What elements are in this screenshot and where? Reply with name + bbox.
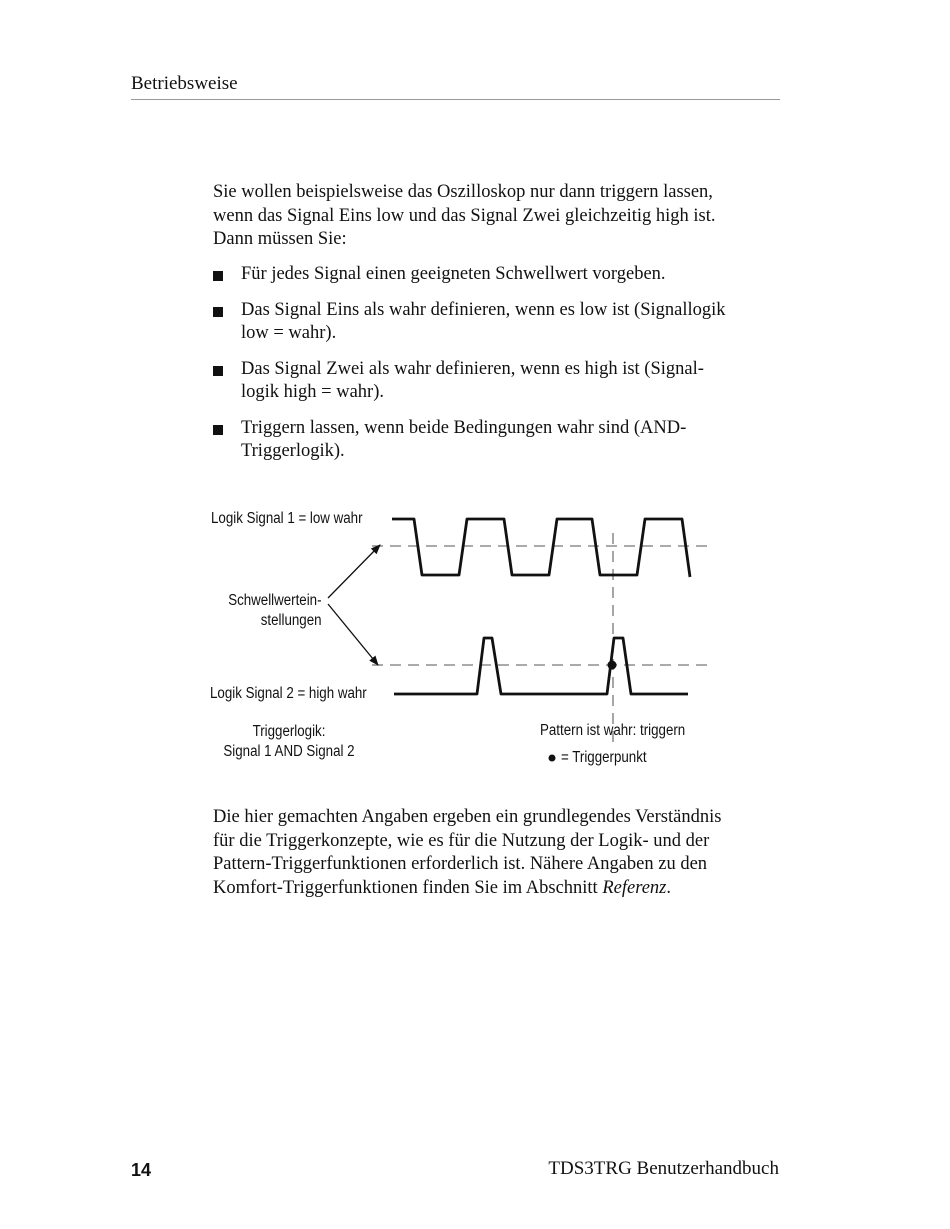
trigger-point-legend: = Triggerpunkt xyxy=(561,749,647,766)
square-bullet-icon xyxy=(213,425,223,435)
list-item-line: Triggern lassen, wenn beide Bedingungen wahr sind (AND- xyxy=(241,417,687,438)
signal-1-label: Logik Signal 1 = low wahr xyxy=(211,510,363,527)
arrow-to-threshold-1 xyxy=(328,545,380,598)
pattern-true-label: Pattern ist wahr: triggern xyxy=(540,722,686,739)
square-bullet-icon xyxy=(213,366,223,376)
list-item xyxy=(213,263,783,287)
running-header: Betriebsweise xyxy=(131,73,238,94)
summary-paragraph xyxy=(213,806,783,900)
square-bullet-icon xyxy=(213,307,223,317)
intro-line: Dann müssen Sie: xyxy=(213,229,347,249)
list-item-line: Das Signal Eins als wahr definieren, wenn es low ist (Signallogik xyxy=(241,299,726,320)
trigger-point-marker xyxy=(608,661,617,670)
summary-line xyxy=(213,877,783,901)
summary-line: Pattern-Triggerfunktionen erforderlich ist. Nähere Angaben zu den xyxy=(213,854,708,874)
intro-paragraph xyxy=(213,181,783,252)
list-item xyxy=(213,299,783,346)
page-number: 14 xyxy=(131,1160,152,1180)
legend-dot-icon xyxy=(549,755,556,762)
running-footer: TDS3TRG Benutzerhandbuch xyxy=(548,1158,779,1179)
signal-1-waveform xyxy=(392,519,690,577)
logic-trigger-figure xyxy=(200,500,720,780)
list-item-line: Das Signal Zwei als wahr definieren, wenn es high ist (Signal- xyxy=(241,358,704,379)
threshold-label xyxy=(229,591,322,631)
header-rule xyxy=(131,99,780,100)
threshold-label-line: Schwellwertein- xyxy=(228,592,322,609)
summary-line: Die hier gemachten Angaben ergeben ein grundlegendes Verständnis xyxy=(213,807,722,827)
list-item xyxy=(213,417,783,464)
summary-line-text: Komfort-Triggerfunktionen finden Sie im Abschnitt xyxy=(213,877,603,898)
trigger-logic-label xyxy=(223,722,354,762)
square-bullet-icon xyxy=(213,271,223,281)
summary-line: für die Triggerkonzepte, wie es für die Nutzung der Logik- und der xyxy=(213,830,710,851)
reference-link-text: Referenz xyxy=(602,877,667,898)
arrow-to-threshold-2 xyxy=(328,604,378,665)
list-item-line: Triggerlogik). xyxy=(241,441,345,461)
list-item-line: Für jedes Signal einen geeigneten Schwellwert vorgeben. xyxy=(241,264,666,284)
signal-2-waveform xyxy=(394,638,688,694)
trigger-logic-line: Triggerlogik: xyxy=(252,723,326,740)
summary-line-end: . xyxy=(666,877,671,898)
intro-line: wenn das Signal Eins low und das Signal Zwei gleichzeitig high ist. xyxy=(213,205,716,226)
list-item-line: low = wahr). xyxy=(241,323,337,343)
list-item-line: logik high = wahr). xyxy=(241,382,384,402)
trigger-logic-line: Signal 1 AND Signal 2 xyxy=(223,743,355,760)
signal-2-label: Logik Signal 2 = high wahr xyxy=(210,685,367,702)
steps-list xyxy=(213,263,783,464)
list-item xyxy=(213,358,783,405)
threshold-label-line: stellungen xyxy=(261,612,322,629)
intro-line: Sie wollen beispielsweise das Oszilloskop nur dann triggern lassen, xyxy=(213,182,713,202)
